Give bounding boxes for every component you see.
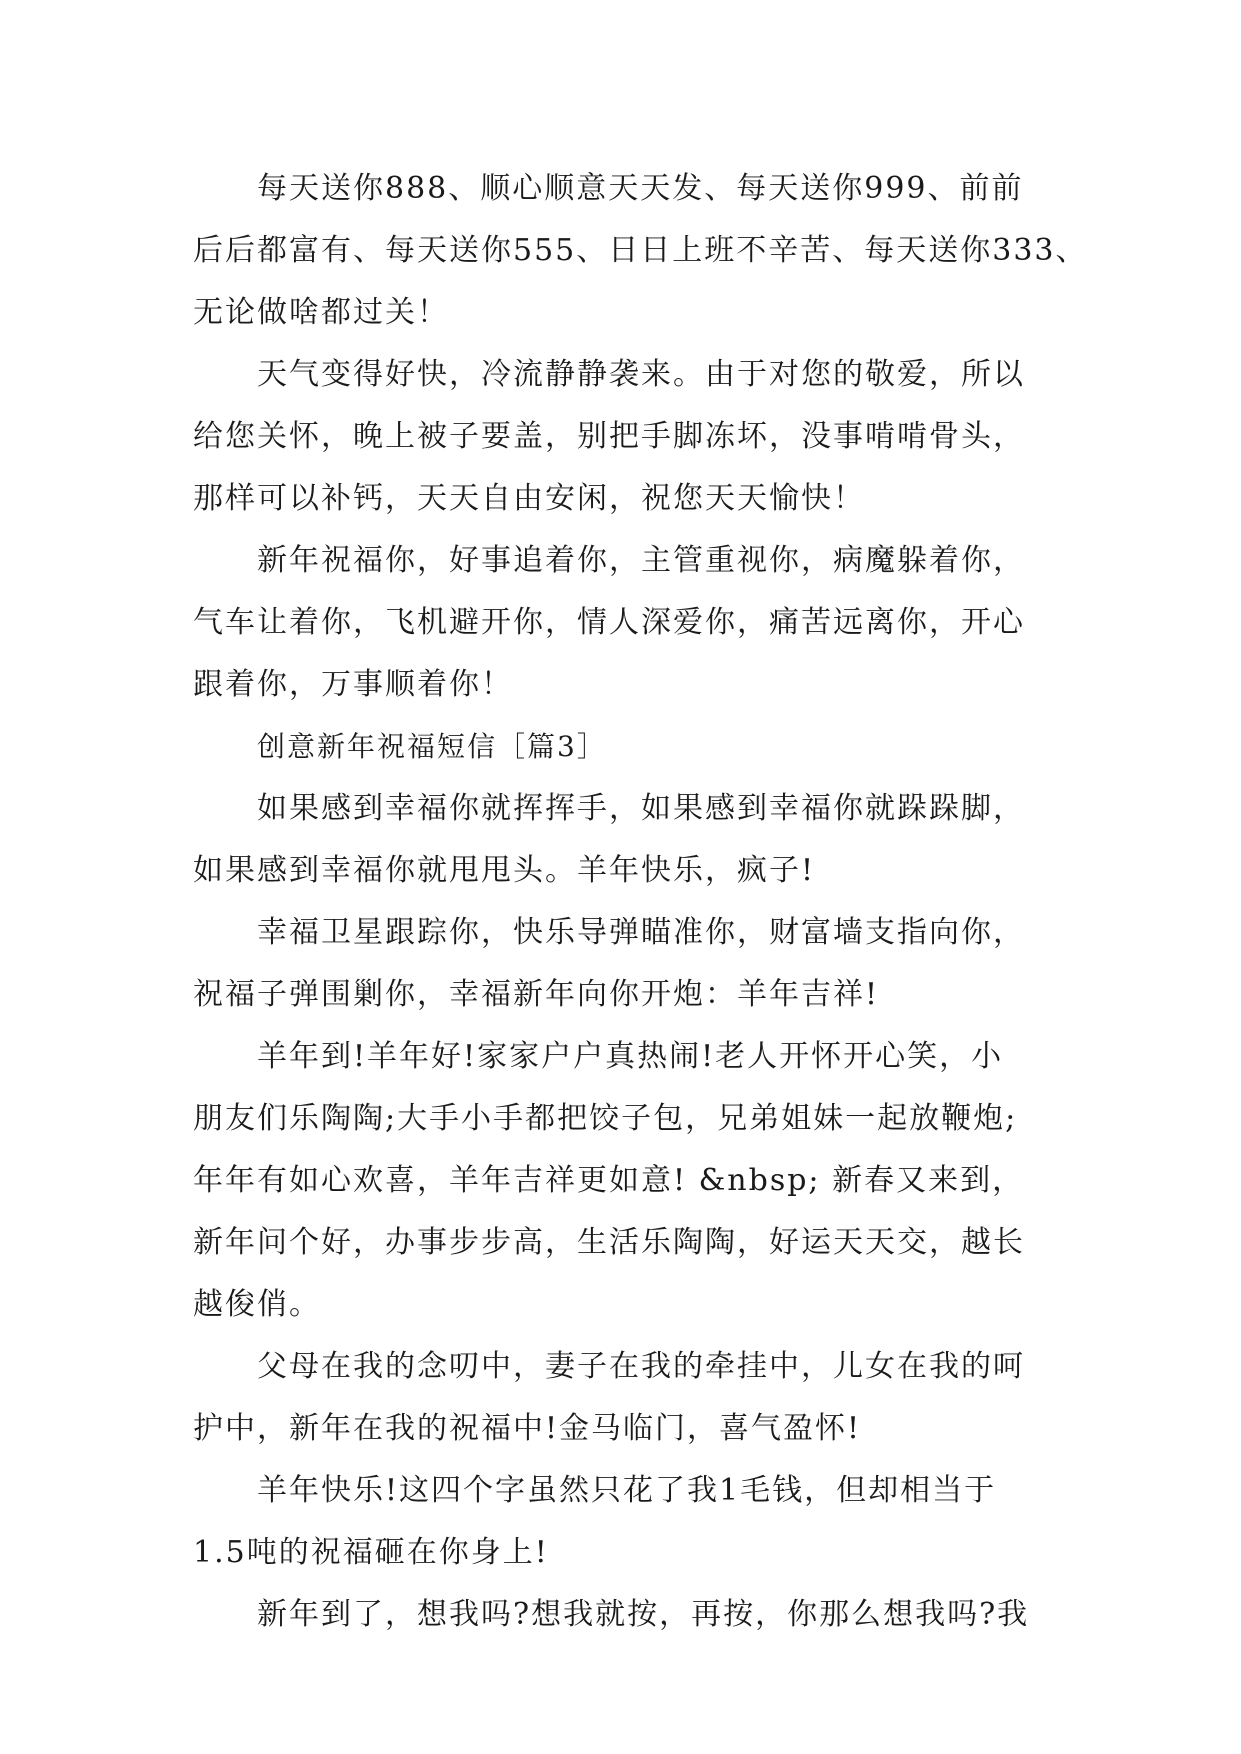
document-body	[193, 158, 1088, 1646]
text-line: 天气变得好快，冷流静静袭来。由于对您的敬爱，所以	[257, 357, 1025, 392]
text-line: 1.5吨的祝福砸在你身上!	[193, 1535, 549, 1570]
text-line: 新年问个好，办事步步高，生活乐陶陶，好运天天交，越长	[193, 1225, 1025, 1260]
text-line: 父母在我的念叨中，妻子在我的牵挂中，儿女在我的呵	[257, 1349, 1025, 1384]
text-line: 护中，新年在我的祝福中!金马临门，喜气盈怀!	[193, 1411, 862, 1446]
text-line: 给您关怀，晚上被子要盖，别把手脚冻坏，没事啃啃骨头，	[193, 419, 1025, 454]
text-line: 后后都富有、每天送你555、日日上班不辛苦、每天送你333、	[193, 233, 1088, 268]
text-line: 如果感到幸福你就甩甩头。羊年快乐，疯子!	[193, 853, 816, 888]
text-line: 祝福子弹围剿你，幸福新年向你开炮：羊年吉祥!	[193, 977, 880, 1012]
text-line: 如果感到幸福你就挥挥手，如果感到幸福你就跺跺脚，	[257, 791, 1025, 826]
text-line: 新年到了，想我吗?想我就按，再按，你那么想我吗?我	[257, 1597, 1030, 1632]
text-line: 羊年快乐!这四个字虽然只花了我1毛钱，但却相当于	[257, 1473, 997, 1508]
text-line: 无论做啥都过关！	[193, 295, 449, 330]
text-line: 羊年到!羊年好!家家户户真热闹!老人开怀开心笑，小	[257, 1039, 1004, 1074]
text-line: 每天送你888、顺心顺意天天发、每天送你999、前前	[257, 171, 1024, 206]
text-line: 幸福卫星跟踪你，快乐导弹瞄准你，财富墙支指向你，	[257, 915, 1025, 950]
text-line: 朋友们乐陶陶;大手小手都把饺子包，兄弟姐妹一起放鞭炮;	[193, 1101, 1018, 1136]
text-line: 那样可以补钙，天天自由安闲，祝您天天愉快！	[193, 481, 865, 516]
text-line: 跟着你，万事顺着你！	[193, 667, 513, 702]
text-line: 越俊俏。	[193, 1287, 321, 1322]
text-line: 新年祝福你，好事追着你，主管重视你，病魔躲着你，	[257, 543, 1025, 578]
section-heading: 创意新年祝福短信［篇3］	[257, 730, 607, 763]
text-line: 气车让着你，飞机避开你，情人深爱你，痛苦远离你，开心	[193, 605, 1025, 640]
text-line: 年年有如心欢喜，羊年吉祥更如意! &nbsp; 新春又来到，	[193, 1163, 1025, 1198]
